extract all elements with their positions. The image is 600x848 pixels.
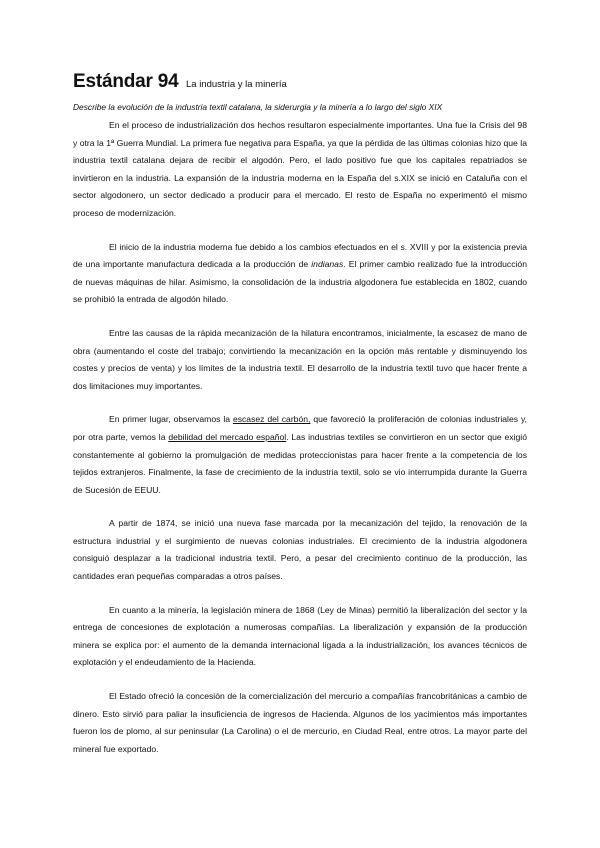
paragraph-4-text-a: En primer lugar, observamos la <box>109 414 233 425</box>
paragraph-2 <box>73 239 527 309</box>
paragraph-2-italic-term: indianas <box>311 259 344 270</box>
document-content <box>73 72 527 774</box>
paragraph-4-text-c: . Las industrias textiles se convirtieron en un sector que exigió constantemente al gobierno la promulgación de medidas proteccionistas para hacer frente a la competencia de los tejidos extranjeros. Finalmente, la fase de crecimiento de la industria textil, solo se vio interrumpida durante la Guerra de Sucesión de EEUU. <box>73 431 527 495</box>
paragraph-4-underlined-2: debilidad del mercado español <box>168 431 287 442</box>
paragraph-4-text-b: que favoreció la proliferación de colonias industriales y, por otra parte, vemos la <box>73 414 528 442</box>
paragraph-2-text-b: . El primer cambio realizado fue la introducción de nuevas máquinas de hilar. Asimismo, la consolidación de la industria algodonera fue establecida en 1802, cuando se prohibió la entrada de algodón hilado. <box>73 259 527 305</box>
paragraph-5: A partir de 1874, se inició una nueva fase marcada por la mecanización del tejido, la renovación de la estructura industrial y el surgimiento de nuevas colonias industriales. El crecimiento de la industria algodonera consiguió desplazar a la tradicional industria textil. Pero, a pesar del crecimiento continuo de la producción, las cantidades eran pequeñas comparadas a otros países. <box>73 518 527 582</box>
paragraph-7: El Estado ofreció la concesión de la comercialización del mercurio a compañías francobritánicas a cambio de dinero. Esto sirvió para paliar la insuficiencia de ingresos de Hacienda. Algunos de los yacimientos más importantes fueron los de plomo, al sur peninsular (La Carolina) o el de mercurio, en Ciudad Real, entre otros. La mayor parte del mineral fue exportado. <box>73 691 527 754</box>
paragraph-4-underlined-1: escasez del carbón, <box>232 414 311 425</box>
paragraph-3: Entre las causas de la rápida mecanización de la hilatura encontramos, inicialmente, la escasez de mano de obra (aumentando el coste del trabajo; convirtiendo la mecanización en la opción más rentable y disminuyendo los costes y precios de venta) y los límites de la industria textil. El desarrollo de la industria textil tuvo que hacer frente a dos limitaciones muy importantes. <box>73 327 527 391</box>
page-title: Estándar 94 <box>73 71 179 92</box>
paragraph-1: En el proceso de industrialización dos hechos resultaron especialmente importantes. Una fue la Crisis del 98 y otra la 1ª Guerra Mundial. La primera fue negativa para España, ya que la pérdida de las últimas colonias hizo que la industria textil catalana dejara de recibir el algodón. Pero, el lado positivo fue que los capitales repatriados se invirtieron en la industria. La expansión de la industria moderna en la España del s.XIX se inició en Cataluña con el sector algodonero, un sector dedicado a producir para el mercado. El resto de España no experimentó el mismo proceso de modernización. <box>73 120 527 218</box>
paragraph-6: En cuanto a la minería, la legislación minera de 1868 (Ley de Minas) permitió la liberalización del sector y la entrega de concesiones de explotación a numerosas compañías. La liberalización y expansión de la producción minera se explica por: el aumento de la demanda internacional ligada a la industrialización, los avances técnicos de explotación y el endeudamiento de la Hacienda. <box>73 604 527 668</box>
page-title-subtopic: La industria y la minería <box>185 79 287 90</box>
title-row <box>73 72 527 95</box>
paragraph-2-text-a: El inicio de la industria moderna fue debido a los cambios efectuados en el s. XVIII y por la existencia previa de una importante manufactura dedicada a la producción de <box>73 241 527 270</box>
paragraph-4 <box>73 411 527 499</box>
page-subtitle: Describe la evolución de la industria textil catalana, la siderurgia y la minería a lo largo del siglo XIX <box>73 102 443 112</box>
